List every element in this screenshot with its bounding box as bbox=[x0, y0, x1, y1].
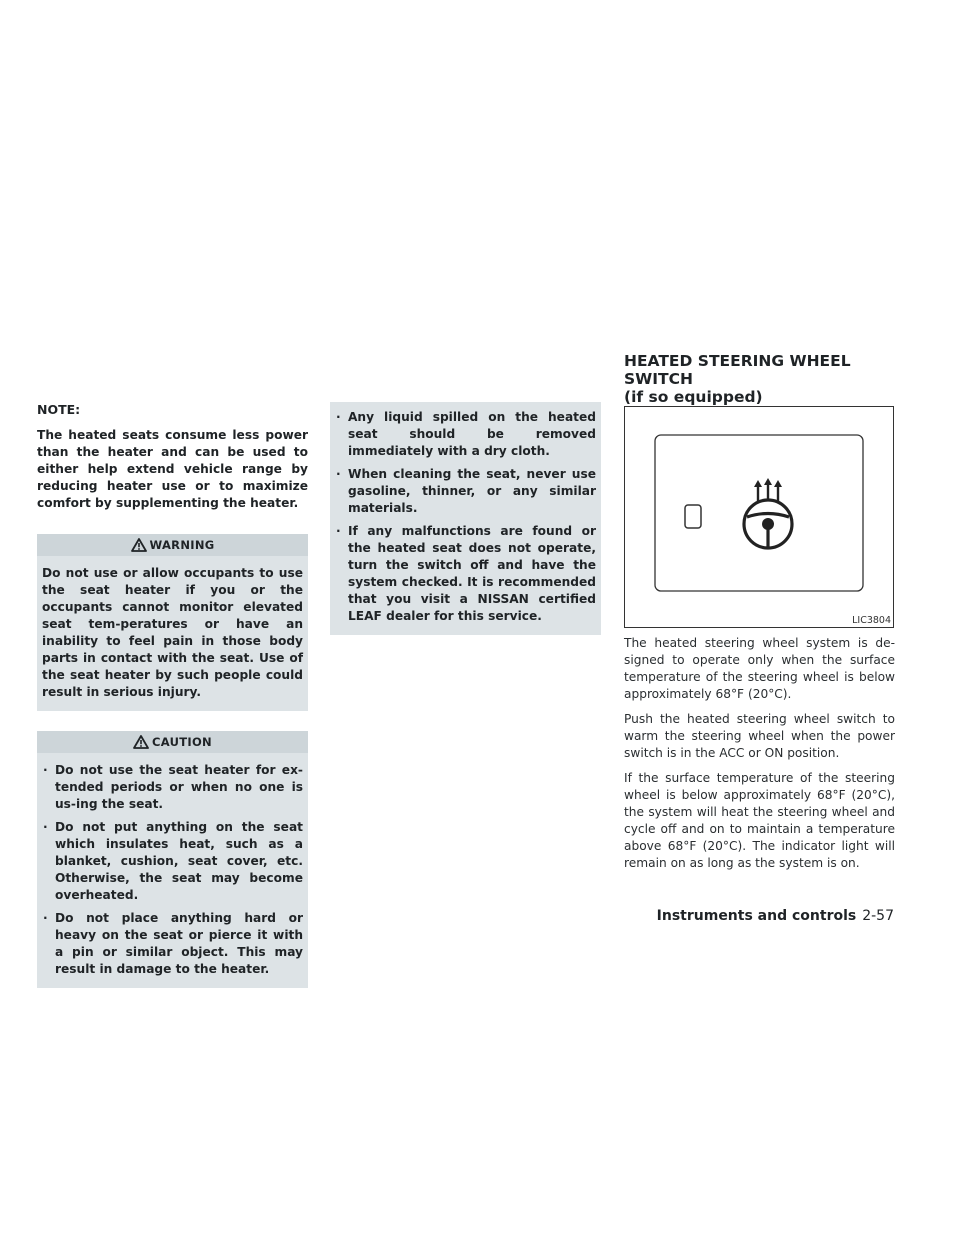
caution-body-right bbox=[330, 402, 601, 635]
note-title: NOTE: bbox=[37, 402, 81, 417]
heated-steering-wheel-icon bbox=[625, 407, 893, 627]
body-paragraph: The heated steering wheel system is de-signed to operate only when the surface temperature of the steering wheel is below approximately 68°F (20°C). bbox=[624, 636, 895, 701]
caution-list-right bbox=[335, 409, 596, 625]
footer-chapter: Instruments and controls bbox=[656, 908, 857, 924]
section-title: HEATED STEERING WHEEL SWITCH bbox=[624, 352, 851, 388]
caution-header bbox=[37, 731, 308, 753]
warning-triangle-icon bbox=[133, 735, 149, 749]
page-footer bbox=[657, 908, 894, 924]
warning-label: WARNING bbox=[149, 538, 215, 552]
caution-box bbox=[37, 731, 308, 988]
warning-header bbox=[37, 534, 308, 556]
right-column-text bbox=[624, 635, 895, 880]
list-item: · Do not put anything on the seat which insulates heat, such as a blanket, cushion, seat cover, etc. Otherwise, the seat may become overheated. bbox=[42, 819, 303, 904]
list-item: · Do not place anything hard or heavy on the seat or pierce it with a pin or similar object. This may result in damage to the heater. bbox=[42, 910, 303, 978]
list-item: · Do not use the seat heater for ex-tended periods or when no one is us-ing the seat. bbox=[42, 762, 303, 813]
list-item: · Any liquid spilled on the heated seat should be removed immediately with a dry cloth. bbox=[335, 409, 596, 460]
warning-text: Do not use or allow occupants to use the seat heater if you or the occupants cannot monitor elevated seat tem-peratures or have an inability to feel pain in those body parts in contact with the seat. Use of the seat heater by such people could result in serious injury. bbox=[42, 566, 303, 699]
list-item: · When cleaning the seat, never use gasoline, thinner, or any similar materials. bbox=[335, 466, 596, 517]
caution-box-continued bbox=[330, 402, 601, 635]
body-paragraph: If the surface temperature of the steering wheel is below approximately 68°F (20°C), the system will heat the steering wheel and cycle off and on to maintain a temperature above 68°F (20°C). The indicator light will remain on as long as the system is on. bbox=[624, 771, 895, 870]
figure-code: LIC3804 bbox=[852, 615, 891, 626]
warning-body bbox=[37, 556, 308, 711]
note-text: The heated seats consume less power than the heater and can be used to either help extend vehicle range by reducing heater use or to maximize comfort by supplementing the heater. bbox=[37, 428, 308, 510]
section-subtitle: (if so equipped) bbox=[624, 388, 763, 406]
warning-triangle-icon bbox=[131, 538, 147, 552]
footer-page-number: 2-57 bbox=[862, 908, 894, 924]
left-column bbox=[37, 402, 308, 988]
warning-box bbox=[37, 534, 308, 711]
caution-label: CAUTION bbox=[152, 735, 212, 749]
caution-body-left bbox=[37, 753, 308, 988]
section-heading bbox=[624, 352, 924, 406]
list-item: · If any malfunctions are found or the heated seat does not operate, turn the switch off and have the system checked. It is recommended that you visit a NISSAN certified LEAF dealer for this service. bbox=[335, 523, 596, 625]
steering-wheel-switch-figure bbox=[624, 406, 894, 628]
body-paragraph: Push the heated steering wheel switch to warm the steering wheel when the power switch is in the ACC or ON position. bbox=[624, 712, 895, 760]
caution-list-left bbox=[42, 762, 303, 978]
